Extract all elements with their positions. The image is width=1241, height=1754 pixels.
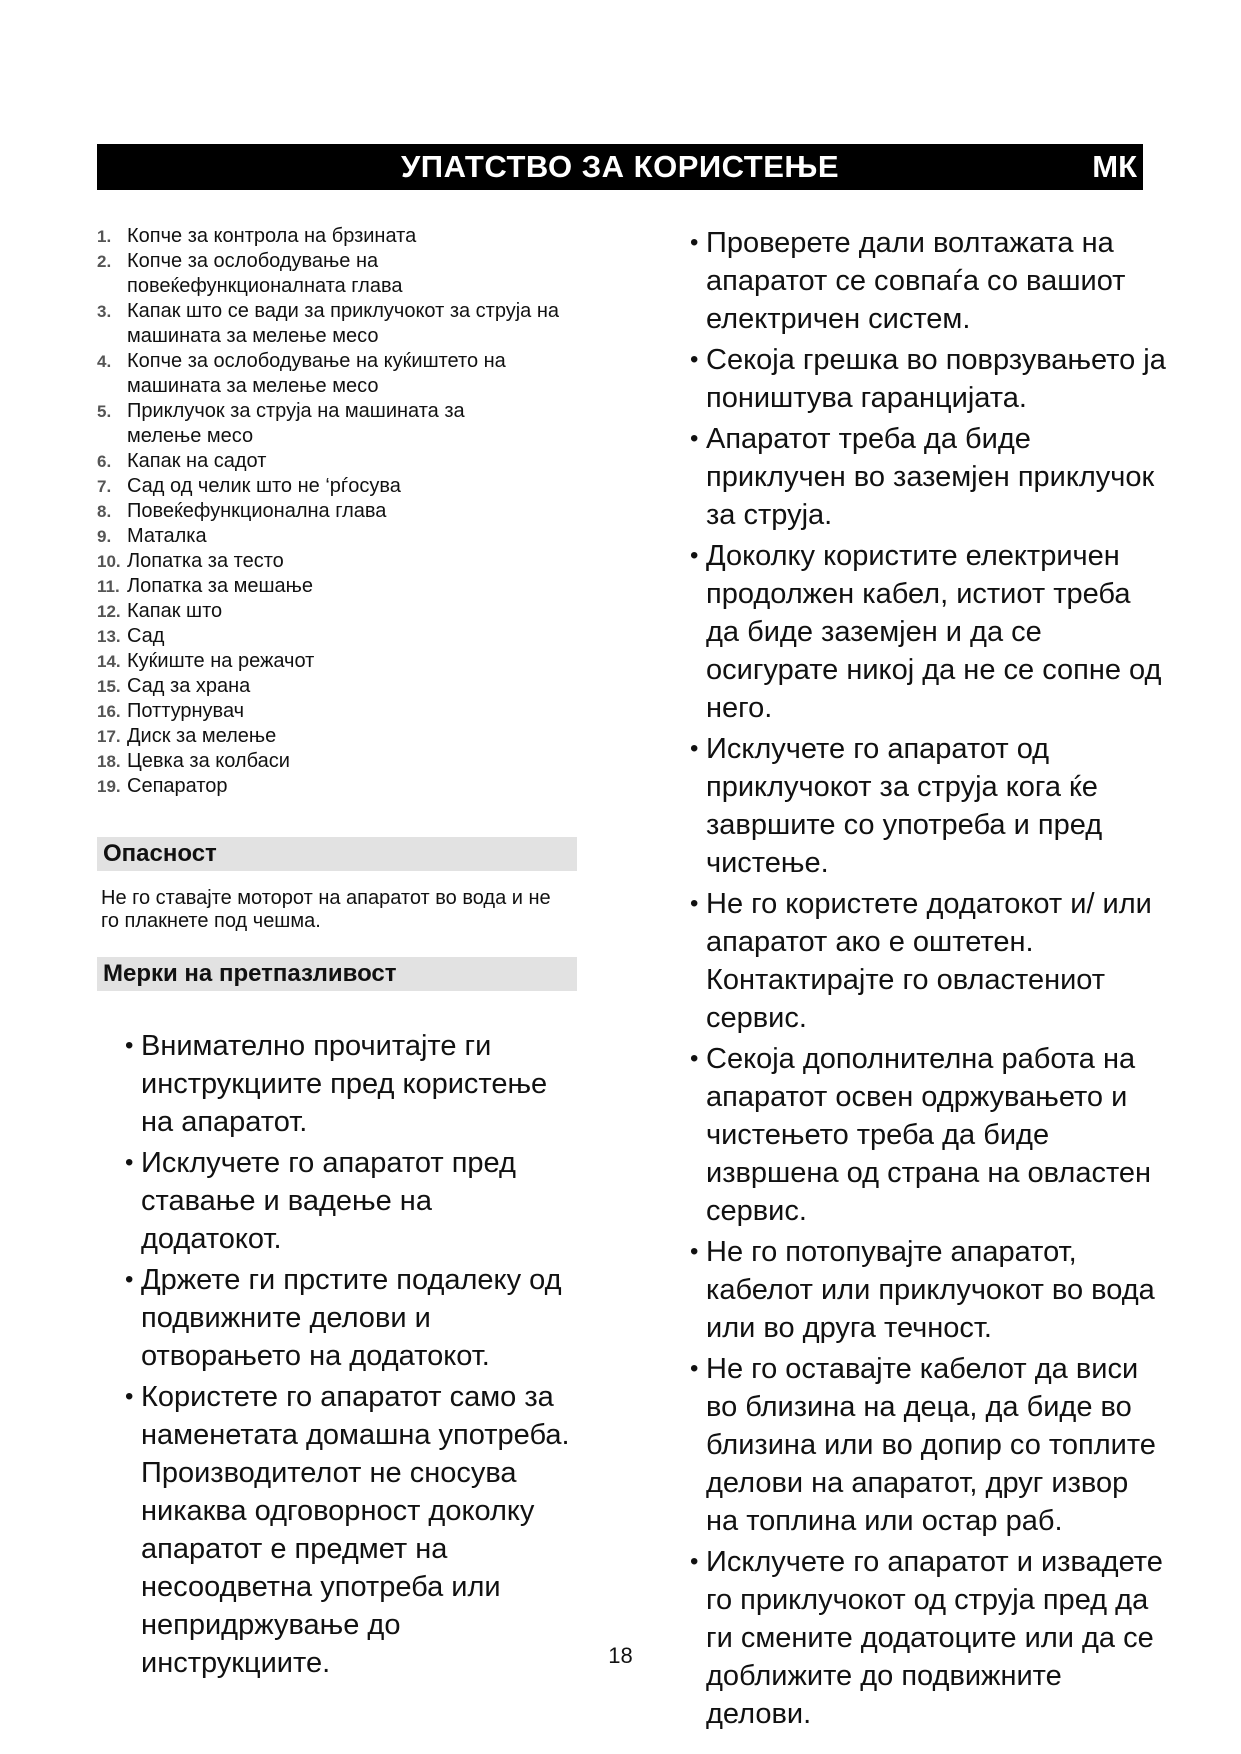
bullet-icon: • (690, 890, 699, 917)
list-item: 19. Сепаратор (97, 775, 228, 797)
bullet-icon: • (690, 1355, 699, 1382)
list-item: • Секоја грешка во поврзувањето ја поништува гаранцијата. (666, 341, 1166, 417)
danger-section (97, 837, 577, 933)
list-item: • Користете го апаратот само за наменетата домашна употреба. Производителот не сносува никаква одговорност доколку апаратот е предмет на несоодветна употреба или непридржување до инструкциите. (101, 1378, 577, 1682)
bullet-icon: • (690, 735, 699, 762)
bullet-icon: • (690, 1548, 699, 1575)
precautions-list-left (97, 1027, 577, 1682)
list-item: 10. Лопатка за тесто (97, 550, 284, 572)
danger-heading: Опасност (97, 837, 577, 871)
list-item: 1. Копче за контрола на брзината (97, 225, 417, 247)
list-item: 16. Поттурнувач (97, 700, 245, 722)
list-item: 6. Капак на садот (97, 450, 267, 472)
right-column (666, 224, 1166, 1736)
bullet-icon: • (125, 1266, 134, 1293)
bullet-icon: • (690, 425, 699, 452)
list-item: 11. Лопатка за мешање (97, 575, 314, 597)
list-item: • Исклучете го апаратот од приклучокот за струја кога ќе завршите со употреба и пред чистење. (666, 730, 1166, 882)
list-item: 9. Маталка (97, 525, 207, 547)
list-item: 2. Копче за ослободување на повеќефункционалната глава (97, 250, 403, 297)
page-title: УПАТСТВО ЗА КОРИСТЕЊЕ (401, 149, 839, 184)
bullet-icon: • (125, 1383, 134, 1410)
bullet-icon: • (690, 229, 699, 256)
bullet-icon: • (690, 542, 699, 569)
list-item: • Апаратот треба да биде приклучен во заземјен приклучок за струја. (666, 420, 1166, 534)
list-item: 7. Сад од челик што не ‘рѓосува (97, 475, 401, 497)
list-item: 8. Повеќефункционална глава (97, 500, 387, 522)
language-code: МК (1092, 149, 1137, 184)
list-item: • Внимателно прочитајте ги инструкциите пред користење на апаратот. (101, 1027, 577, 1141)
list-item: 15. Сад за храна (97, 675, 251, 697)
bullet-icon: • (690, 1045, 699, 1072)
list-item: • Проверете дали волтажата на апаратот се совпаѓа со вашиот електричен систем. (666, 224, 1166, 338)
header-bar (97, 144, 1143, 190)
parts-list (97, 224, 577, 799)
list-item: 14. Куќиште на режачот (97, 650, 315, 672)
list-item: • Исклучете го апаратот пред ставање и вадење на додатокот. (101, 1144, 577, 1258)
bullet-icon: • (690, 346, 699, 373)
list-item: • Доколку користите електричен продолжен кабел, истиот треба да биде заземјен и да се осигурате никој да не се сопне од него. (666, 537, 1166, 727)
list-item: • Држете ги прстите подалеку од подвижните делови и отворањето на додатокот. (101, 1261, 577, 1375)
page-number: 18 (608, 1643, 633, 1668)
bullet-icon: • (125, 1149, 134, 1176)
list-item: 13. Сад (97, 625, 165, 647)
list-item: • Не го потопувајте апаратот, кабелот или приклучокот во вода или во друга течност. (666, 1233, 1166, 1347)
list-item: 17. Диск за мелење (97, 725, 277, 747)
list-item: 18. Цевка за колбаси (97, 750, 290, 772)
danger-text: Не го ставајте моторот на апаратот во вода и не го плакнете под чешма. (101, 887, 551, 932)
list-item: • Не го оставајте кабелот да виси во близина на деца, да биде во близина или во допир со топлите делови на апаратот, друг извор на топлина или остар раб. (666, 1350, 1166, 1540)
list-item: • Исклучете го апаратот и извадете го приклучокот од струја пред да ги смените додатоците или да се доближите до подвижните делови. (666, 1543, 1166, 1733)
list-item: • Не го користете додатокот и/ или апаратот ако е оштетен. Контактирајте го овластениот сервис. (666, 885, 1166, 1037)
precautions-section (97, 957, 577, 1685)
list-item: 5. Приклучок за струја на машината за мелење месо (97, 400, 465, 447)
list-item: 3. Капак што се вади за приклучокот за струја на машината за мелење месо (97, 300, 560, 347)
list-item: 12. Капак што (97, 600, 223, 622)
list-item: • Секоја дополнителна работа на апаратот освен одржувањето и чистењето треба да биде извршена од страна на овластен сервис. (666, 1040, 1166, 1230)
precautions-list-right (666, 224, 1166, 1733)
precautions-heading: Мерки на претпазливост (97, 957, 577, 991)
bullet-icon: • (690, 1238, 699, 1265)
left-column (97, 224, 577, 799)
bullet-icon: • (125, 1032, 134, 1059)
list-item: 4. Копче за ослободување на куќиштето на машината за мелење месо (97, 350, 506, 397)
